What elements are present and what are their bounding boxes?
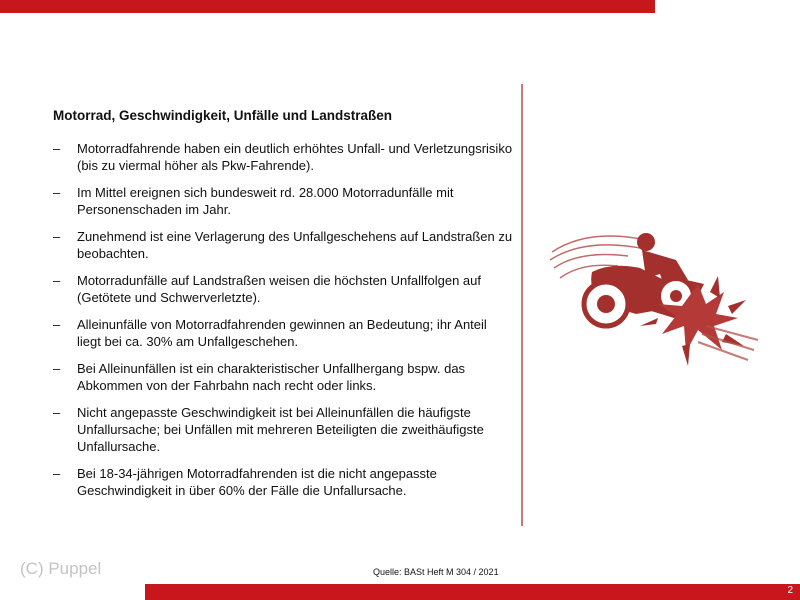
bullet-text: Im Mittel ereignen sich bundesweit rd. 28.000 Motorradunfälle mit Personenschaden im Jahr. [77,185,454,217]
bullet-text: Motorradunfälle auf Landstraßen weisen die höchsten Unfallfolgen auf (Getötete und Schwerverletzte). [77,273,481,305]
copyright-watermark: (C) Puppel [20,559,102,578]
bullet-dash: – [53,466,61,481]
bullet-text: Zunehmend ist eine Verlagerung des Unfallgeschehens auf Landstraßen zu beobachten. [77,229,513,261]
source-citation: Quelle: BASt Heft M 304 / 2021 [373,567,499,577]
bullet-dash: – [53,361,61,376]
motorcycle-crash-icon [548,222,760,382]
bullet-text: Nicht angepasste Geschwindigkeit ist bei Alleinunfällen die häufigste Unfallursache; bei Unfällen mit mehreren Beteiligten die zweithäufigste Unfallursache. [77,405,484,454]
vertical-divider [521,84,523,526]
bullet-dash: – [53,317,61,332]
list-item [53,228,513,262]
bullet-list [53,140,513,509]
list-item [53,272,513,306]
list-item [53,404,513,455]
page-number: 2 [787,585,793,596]
bullet-text: Motorradfahrende haben ein deutlich erhöhtes Unfall- und Verletzungsrisiko (bis zu viermal höher als Pkw-Fahrende). [77,141,513,173]
slide-title: Motorrad, Geschwindigkeit, Unfälle und Landstraßen [53,108,393,123]
bullet-dash: – [53,185,61,200]
list-item [53,140,513,174]
bullet-text: Bei Alleinunfällen ist ein charakteristischer Unfallhergang bspw. das Abkommen von der Fahrbahn nach recht oder links. [77,361,466,393]
list-item [53,184,513,218]
list-item [53,465,513,499]
list-item [53,316,513,350]
bullet-text: Bei 18-34-jährigen Motorradfahrenden ist die nicht angepasste Geschwindigkeit in über 60% der Fälle die Unfallursache. [77,466,437,498]
bullet-dash: – [53,405,61,420]
top-accent-bar [0,0,655,13]
bullet-dash: – [53,229,61,244]
bottom-accent-bar [145,584,800,600]
bullet-text: Alleinunfälle von Motorradfahrenden gewinnen an Bedeutung; ihr Anteil liegt bei ca. 30% am Unfallgeschehen. [77,317,487,349]
bullet-dash: – [53,273,61,288]
list-item [53,360,513,394]
bullet-dash: – [53,141,61,156]
